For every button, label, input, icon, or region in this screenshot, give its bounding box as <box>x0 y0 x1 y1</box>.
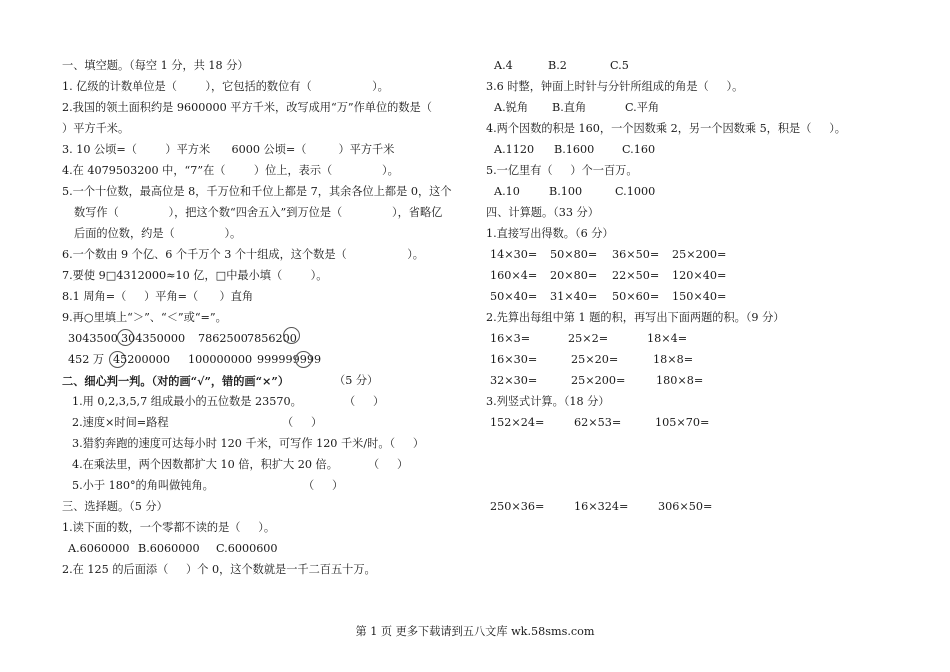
question-1: 1. 亿级的计数单位是（ ），它包括的数位有（ ）。 <box>62 80 389 93</box>
compare-circle[interactable] <box>283 327 300 344</box>
section-fill-blank-heading: 一、填空题。（每空 1 分，共 18 分） <box>62 59 249 72</box>
choice-5-option-b[interactable]: B.100 <box>549 185 583 198</box>
calc-item: 160×4= <box>490 269 538 282</box>
calc-item: 25×200= <box>571 374 626 387</box>
calc-item: 20×80= <box>550 269 598 282</box>
calc-item: 18×8= <box>653 353 694 366</box>
question-5-line-1: 5.一个十位数，最高位是 8，千万位和千位上都是 7，其余各位上都是 0，这个 <box>62 185 452 198</box>
calc-item: 32×30= <box>490 374 538 387</box>
section-judge-heading: 二、细心判一判。（对的画“√”，错的画“×”） <box>62 374 290 388</box>
calc-item: 16×3= <box>490 332 531 345</box>
calc-item: 50×80= <box>550 248 598 261</box>
calc-item: 25×2= <box>568 332 609 345</box>
compare-number: 7856200 <box>247 332 297 345</box>
judge-1-answer[interactable]: （ ） <box>344 395 385 408</box>
calc-part-3-heading: 3.列竖式计算。（18 分） <box>486 395 610 408</box>
compare-circle[interactable] <box>295 351 312 368</box>
calc-item: 62×53= <box>574 416 622 429</box>
choice-5-option-a[interactable]: A.10 <box>494 185 520 198</box>
calc-item: 31×40= <box>550 290 598 303</box>
question-5-line-2: 数写作（ ），把这个数“四舍五入”到万位是（ ），省略亿 <box>74 206 443 219</box>
calc-item: 120×40= <box>672 269 727 282</box>
calc-item: 50×60= <box>612 290 660 303</box>
choice-2: 2.在 125 的后面添（ ）个 0，这个数就是一千二百五十万。 <box>62 563 376 576</box>
calc-part-1-heading: 1.直接写出得数。（6 分） <box>486 227 614 240</box>
calc-item: 16×30= <box>490 353 538 366</box>
judge-4-answer[interactable]: （ ） <box>368 458 409 471</box>
judge-4: 4.在乘法里，两个因数都扩大 10 倍，积扩大 20 倍。 <box>72 458 338 471</box>
choice-2-option-b[interactable]: B.2 <box>548 59 567 72</box>
calc-item: 22×50= <box>612 269 660 282</box>
compare-number: 304350000 <box>121 332 186 345</box>
calc-item: 105×70= <box>655 416 710 429</box>
choice-1-option-a[interactable]: A.6060000 <box>68 542 130 555</box>
judge-1: 1.用 0,2,3,5,7 组成最小的五位数是 23570。 <box>72 395 302 408</box>
choice-3: 3.6 时整，钟面上时针与分针所组成的角是（ ）。 <box>486 80 744 93</box>
question-5-line-3: 后面的位数，约是（ ）。 <box>74 227 242 240</box>
question-4: 4.在 4079503200 中，“7”在（ ）位上，表示（ ）。 <box>62 164 399 177</box>
compare-number: 999999999 <box>257 353 322 366</box>
choice-4-option-a[interactable]: A.1120 <box>494 143 535 156</box>
judge-2: 2.速度×时间=路程 <box>72 416 169 429</box>
question-2-line-2: ）平方千米。 <box>62 122 130 135</box>
calc-item: 25×200= <box>672 248 727 261</box>
choice-3-option-a[interactable]: A.锐角 <box>494 101 529 114</box>
calc-item: 150×40= <box>672 290 727 303</box>
calc-item: 16×324= <box>574 500 629 513</box>
compare-number: 100000000 <box>188 353 253 366</box>
calc-item: 152×24= <box>490 416 545 429</box>
calc-item: 14×30= <box>490 248 538 261</box>
compare-number: 45200000 <box>113 353 170 366</box>
section-calc-heading: 四、计算题。（33 分） <box>486 206 599 219</box>
judge-3: 3.猎豹奔跑的速度可达每小时 120 千米，可写作 120 千米/时。（ ） <box>72 437 425 450</box>
calc-item: 306×50= <box>658 500 713 513</box>
calc-item: 180×8= <box>656 374 704 387</box>
compare-number: 452 万 <box>68 353 105 366</box>
calc-item: 25×20= <box>571 353 619 366</box>
calc-item: 50×40= <box>490 290 538 303</box>
compare-number: 7862500 <box>198 332 248 345</box>
section-choice-heading: 三、选择题。（5 分） <box>62 500 168 513</box>
question-7: 7.要使 9□4312000≈10 亿，□中最小填（ ）。 <box>62 269 328 282</box>
choice-4: 4.两个因数的积是 160，一个因数乘 2，另一个因数乘 5，积是（ ）。 <box>486 122 846 135</box>
choice-5: 5.一亿里有（ ）个一百万。 <box>486 164 638 177</box>
choice-4-option-b[interactable]: B.1600 <box>554 143 595 156</box>
calc-item: 250×36= <box>490 500 545 513</box>
question-2-line-1: 2.我国的领土面积约是 9600000 平方千米，改写成用“万”作单位的数是（ <box>62 101 432 114</box>
choice-3-option-b[interactable]: B.直角 <box>552 101 587 114</box>
question-9: 9.再○里填上“＞”、“＜”或“=”。 <box>62 311 227 324</box>
section-judge-score: （5 分） <box>334 374 379 387</box>
calc-item: 18×4= <box>647 332 688 345</box>
choice-3-option-c[interactable]: C.平角 <box>625 101 660 114</box>
page-footer: 第 1 页 更多下载请到五八文库 wk.58sms.com <box>355 625 595 638</box>
choice-5-option-c[interactable]: C.1000 <box>615 185 656 198</box>
choice-2-option-c[interactable]: C.5 <box>610 59 629 72</box>
choice-2-option-a[interactable]: A.4 <box>494 59 513 72</box>
judge-2-answer[interactable]: （ ） <box>282 416 323 429</box>
choice-4-option-c[interactable]: C.160 <box>622 143 656 156</box>
calc-part-2-heading: 2.先算出每组中第 1 题的积，再写出下面两题的积。（9 分） <box>486 311 785 324</box>
calc-item: 36×50= <box>612 248 660 261</box>
question-6: 6.一个数由 9 个亿、6 个千万个 3 个十组成，这个数是（ ）。 <box>62 248 424 261</box>
judge-5: 5.小于 180°的角叫做钝角。 <box>72 479 214 492</box>
choice-1-option-c[interactable]: C.6000600 <box>216 542 278 555</box>
question-3: 3. 10 公顷=（ ）平方米 6000 公顷=（ ）平方千米 <box>62 143 395 156</box>
question-8: 8.1 周角=（ ）平角=（ ）直角 <box>62 290 254 303</box>
choice-1: 1.读下面的数，一个零都不读的是（ ）。 <box>62 521 276 534</box>
judge-5-answer[interactable]: （ ） <box>303 479 344 492</box>
choice-1-option-b[interactable]: B.6060000 <box>138 542 200 555</box>
compare-number: 3043500 <box>68 332 118 345</box>
